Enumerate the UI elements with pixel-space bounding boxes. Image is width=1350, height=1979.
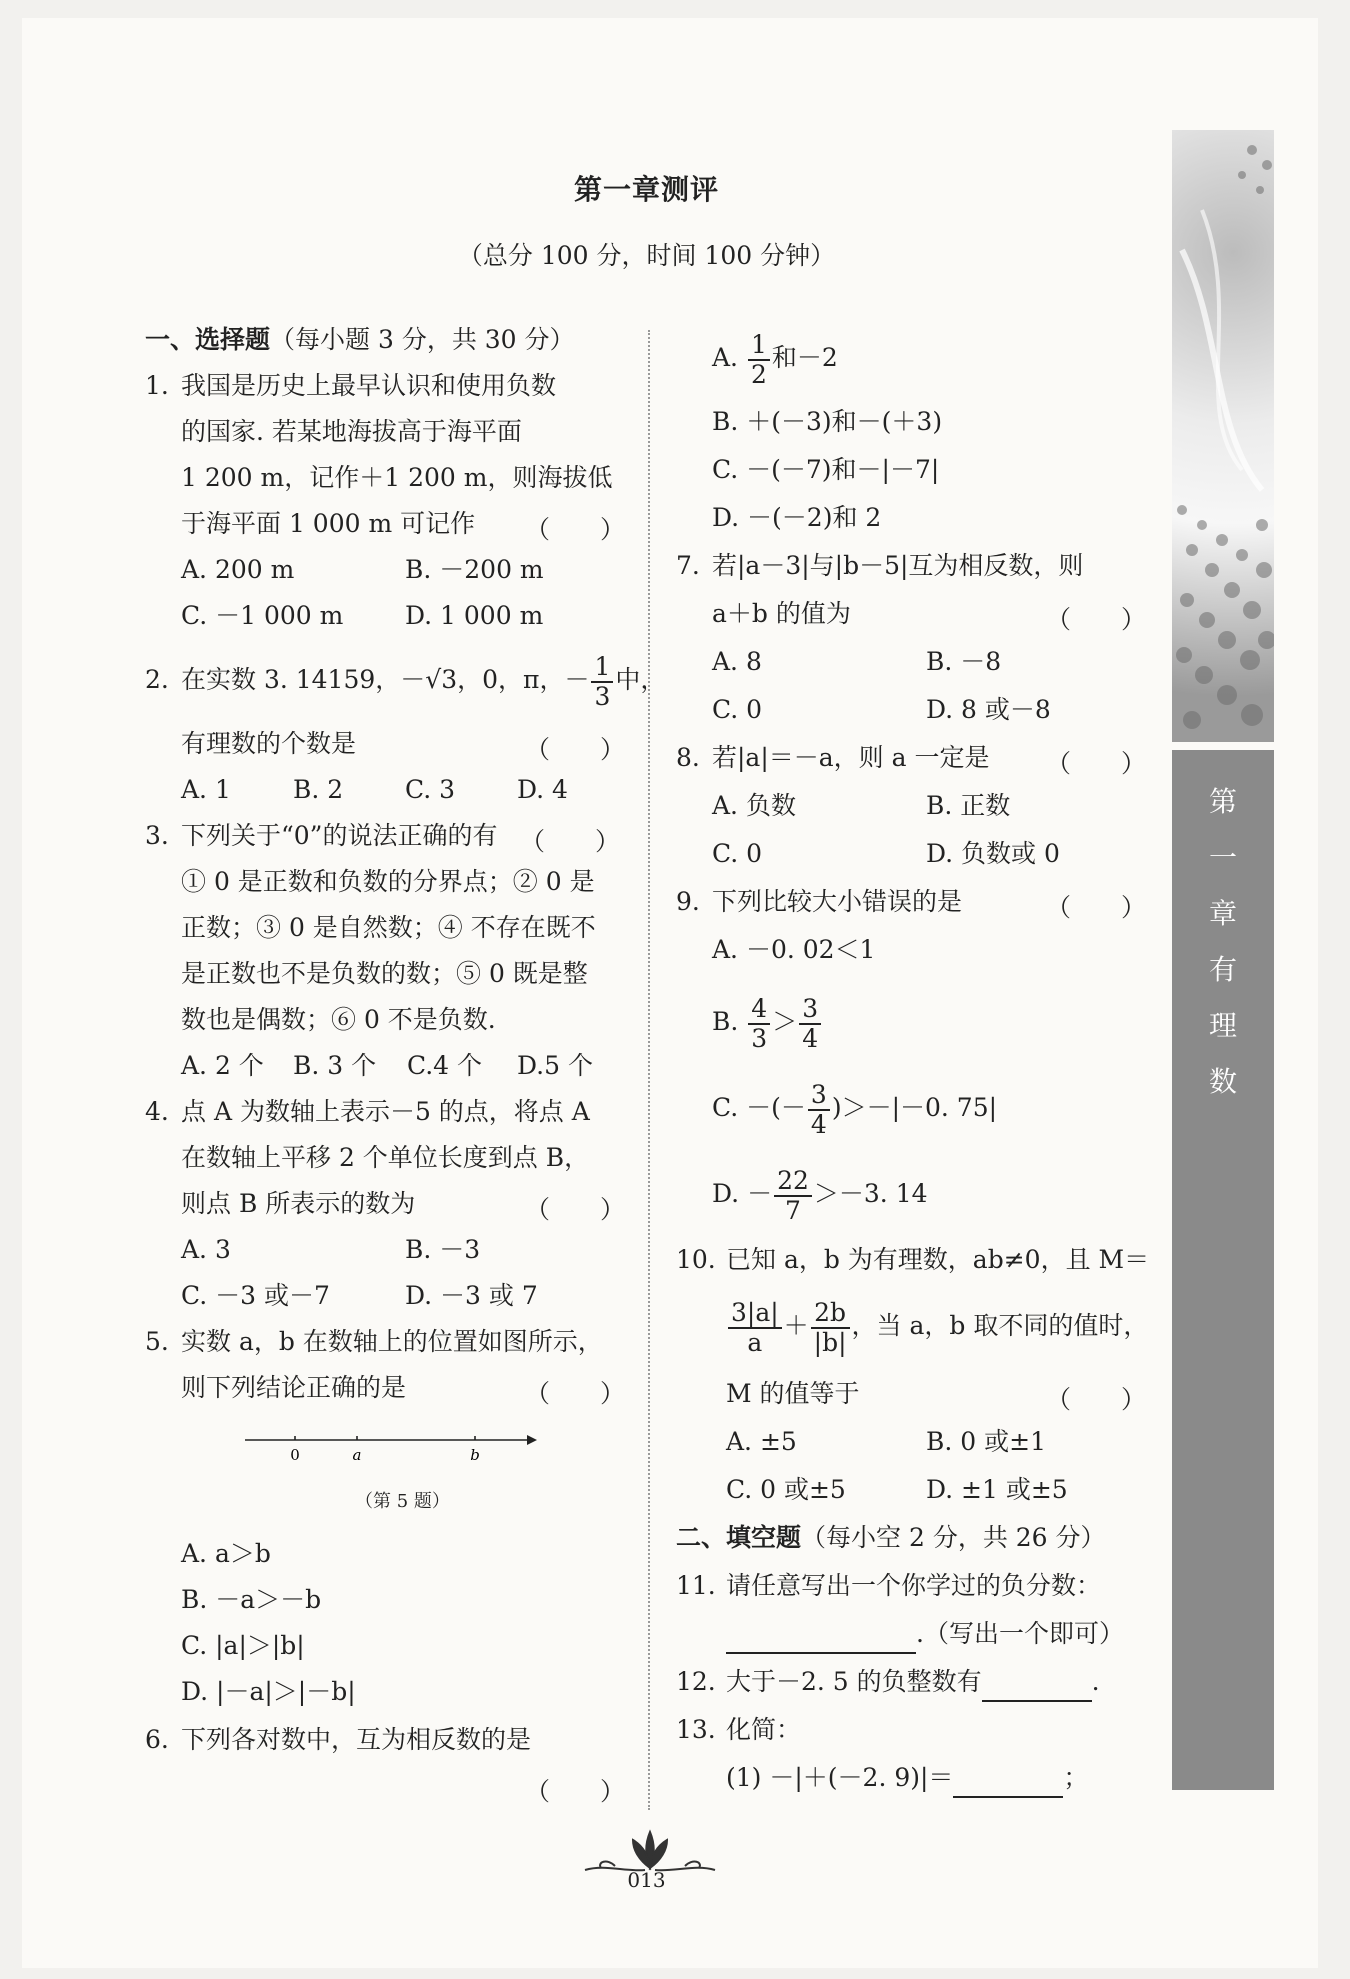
- question-text: 在实数 3. 14159，－√3，0，π，－ $\frac{1}{3}$ 中，: [181, 651, 666, 711]
- option-b[interactable]: B. 3 个: [293, 1051, 377, 1080]
- fraction: $\frac{4}{3}$: [748, 995, 770, 1053]
- option-a[interactable]: A. 8: [712, 647, 762, 676]
- question-number: 7.: [676, 551, 700, 580]
- question-text: M 的值等于: [726, 1379, 860, 1408]
- option-c[interactable]: C.4 个: [407, 1051, 483, 1080]
- question-text: $\frac{3|a|}{a}$ ＋ $\frac{2b}{|b|}$ ，当 a，b 取不同的值时，: [726, 1288, 1148, 1364]
- option-d[interactable]: D. |－a|＞|－b|: [181, 1677, 356, 1706]
- option-a[interactable]: A. 1: [181, 775, 231, 804]
- option-b[interactable]: B. －a＞－b: [181, 1585, 322, 1614]
- question-number: 9.: [676, 887, 700, 916]
- question-text: 下列关于“0”的说法正确的有: [181, 821, 498, 850]
- question-number: 6.: [145, 1725, 169, 1754]
- option-b[interactable]: B. 2: [293, 775, 344, 804]
- answer-blank[interactable]: （ ）: [525, 1777, 626, 1806]
- sidebar-decoration: [1172, 130, 1274, 742]
- option-c[interactable]: C. |a|＞|b|: [181, 1631, 305, 1660]
- question-number: 3.: [145, 821, 169, 850]
- question-text: 已知 a，b 为有理数，ab≠0，且 M＝: [726, 1245, 1150, 1274]
- question-text: 实数 a，b 在数轴上的位置如图所示，: [181, 1327, 603, 1356]
- question-text: 是正数也不是负数的数；⑤ 0 既是整: [181, 959, 588, 988]
- option-b[interactable]: B. －8: [926, 647, 1002, 676]
- figure-caption: （第 5 题）: [355, 1491, 450, 1512]
- option-a[interactable]: A. 负数: [712, 791, 796, 820]
- option-d[interactable]: D. －(－2)和 2: [712, 503, 882, 532]
- fraction: $\frac{3|a|}{a}$: [728, 1299, 782, 1357]
- option-d[interactable]: D.5 个: [517, 1051, 593, 1080]
- number-line-figure: [245, 1426, 545, 1466]
- question-text: 我国是历史上最早认识和使用负数: [181, 371, 557, 400]
- option-a[interactable]: A. 2 个: [181, 1051, 264, 1080]
- page-number: 013: [627, 1868, 666, 1892]
- question-text: 有理数的个数是: [181, 729, 357, 758]
- question-text: 则下列结论正确的是: [181, 1373, 407, 1402]
- answer-blank[interactable]: （ ）: [520, 827, 621, 856]
- number-line-arrow: [527, 1435, 537, 1445]
- question-text: 化简：: [726, 1715, 802, 1744]
- option-d[interactable]: D. 负数或 0: [926, 839, 1060, 868]
- option-d[interactable]: D. 1 000 m: [405, 601, 544, 630]
- answer-blank[interactable]: （ ）: [525, 1379, 626, 1408]
- question-text: ① 0 是正数和负数的分界点；② 0 是: [181, 867, 595, 896]
- option-d[interactable]: D. － $\frac{22}{7}$ ＞－3. 14: [712, 1165, 928, 1225]
- question-text: 在数轴上平移 2 个单位长度到点 B，: [181, 1143, 590, 1172]
- answer-blank[interactable]: （ ）: [1046, 749, 1147, 778]
- fill-blank[interactable]: [726, 1624, 916, 1654]
- question-text: 正数；③ 0 是自然数；④ 不存在既不: [181, 913, 596, 942]
- question-number: 5.: [145, 1327, 169, 1356]
- page-title: 第一章测评: [573, 173, 719, 206]
- question-number: 11.: [676, 1571, 716, 1600]
- fraction: $\frac{1}{2}$: [748, 331, 770, 389]
- option-c[interactable]: C. －1 000 m: [181, 601, 344, 630]
- fraction: $\frac{3}{4}$: [808, 1081, 830, 1139]
- option-a[interactable]: A. ±5: [726, 1427, 797, 1456]
- option-a[interactable]: A. 200 m: [181, 555, 295, 584]
- section-title-choice: 一、选择题（每小题 3 分，共 30 分）: [145, 325, 575, 354]
- option-b[interactable]: B. 正数: [926, 791, 1011, 820]
- dot-pattern: [1172, 130, 1274, 742]
- option-c[interactable]: C. －(－ $\frac{3}{4}$ )＞－|－0. 75|: [712, 1079, 998, 1139]
- question-text: .（写出一个即可）: [726, 1614, 1124, 1654]
- question-text: 若|a|＝－a，则 a 一定是: [712, 743, 990, 772]
- option-d[interactable]: D. 4: [517, 775, 568, 804]
- option-c[interactable]: C. －3 或－7: [181, 1281, 330, 1310]
- sub-question: (1) －|＋(－2. 9)|＝ ；: [726, 1758, 1088, 1798]
- label-b: b: [470, 1446, 480, 1464]
- answer-blank[interactable]: （ ）: [525, 1195, 626, 1224]
- fraction: $\frac{2b}{|b|}$: [811, 1299, 850, 1357]
- option-b[interactable]: B. $\frac{4}{3}$ ＞ $\frac{3}{4}$: [712, 984, 823, 1060]
- question-text: 下列比较大小错误的是: [712, 887, 963, 916]
- column-divider: [648, 330, 650, 1810]
- option-c[interactable]: C. 3: [405, 775, 456, 804]
- question-number: 4.: [145, 1097, 169, 1126]
- sidebar-chapter-panel: [1172, 750, 1274, 1790]
- question-number: 13.: [676, 1715, 716, 1744]
- option-b[interactable]: B. ＋(－3)和－(＋3): [712, 407, 943, 436]
- option-a[interactable]: A. $\frac{1}{2}$ 和－2: [712, 329, 838, 389]
- question-text: 的国家. 若某地海拔高于海平面: [181, 417, 522, 446]
- answer-blank[interactable]: （ ）: [1046, 1385, 1147, 1414]
- option-b[interactable]: B. 0 或±1: [926, 1427, 1046, 1456]
- chapter-sidebar: [1172, 130, 1274, 1790]
- option-a[interactable]: A. 3: [181, 1235, 231, 1264]
- label-zero: 0: [290, 1446, 300, 1464]
- option-c[interactable]: C. 0 或±5: [726, 1475, 846, 1504]
- question-text: 若|a－3|与|b－5|互为相反数，则: [712, 551, 1084, 580]
- fill-blank[interactable]: [953, 1768, 1063, 1798]
- question-number: 1.: [145, 371, 169, 400]
- option-a[interactable]: A. －0. 02＜1: [712, 935, 876, 964]
- answer-blank[interactable]: （ ）: [1046, 605, 1147, 634]
- question-text: 则点 B 所表示的数为: [181, 1189, 416, 1218]
- option-b[interactable]: B. －3: [405, 1235, 481, 1264]
- label-a: a: [352, 1446, 362, 1464]
- option-d[interactable]: D. －3 或 7: [405, 1281, 538, 1310]
- question-number: 2.: [145, 665, 169, 694]
- question-number: 8.: [676, 743, 700, 772]
- question-text: 大于－2. 5 的负整数有 .: [726, 1662, 1100, 1702]
- section-title-fill: 二、填空题（每小空 2 分，共 26 分）: [676, 1523, 1106, 1552]
- fill-blank[interactable]: [982, 1672, 1092, 1702]
- option-d[interactable]: D. 8 或－8: [926, 695, 1051, 724]
- answer-blank[interactable]: （ ）: [1046, 893, 1147, 922]
- answer-blank[interactable]: （ ）: [525, 735, 626, 764]
- option-b[interactable]: B. －200 m: [405, 555, 544, 584]
- fraction: $\frac{3}{4}$: [799, 995, 821, 1053]
- question-number: 12.: [676, 1667, 716, 1696]
- option-c[interactable]: C. 0: [712, 839, 763, 868]
- question-text: 请任意写出一个你学过的负分数：: [726, 1571, 1102, 1600]
- question-text: 下列各对数中，互为相反数的是: [181, 1725, 532, 1754]
- chapter-label: 第 一 章 有 理 数: [1208, 785, 1237, 1098]
- fraction: $\frac{22}{7}$: [774, 1167, 812, 1225]
- fraction: $\frac{1}{3}$: [591, 653, 613, 711]
- question-number: 10.: [676, 1245, 716, 1274]
- question-text: 点 A 为数轴上表示－5 的点，将点 A: [181, 1097, 590, 1126]
- question-text: 1 200 m，记作＋1 200 m，则海拔低: [181, 463, 613, 492]
- question-text: 数也是偶数；⑥ 0 不是负数.: [181, 1005, 496, 1034]
- option-a[interactable]: A. a＞b: [181, 1539, 271, 1568]
- option-d[interactable]: D. ±1 或±5: [926, 1475, 1068, 1504]
- option-c[interactable]: C. －(－7)和－|－7|: [712, 455, 940, 484]
- question-text: 于海平面 1 000 m 可记作: [181, 509, 476, 538]
- answer-blank[interactable]: （ ）: [525, 515, 626, 544]
- option-c[interactable]: C. 0: [712, 695, 763, 724]
- question-text: a＋b 的值为: [712, 599, 851, 628]
- page-subtitle: （总分 100 分，时间 100 分钟）: [457, 241, 836, 270]
